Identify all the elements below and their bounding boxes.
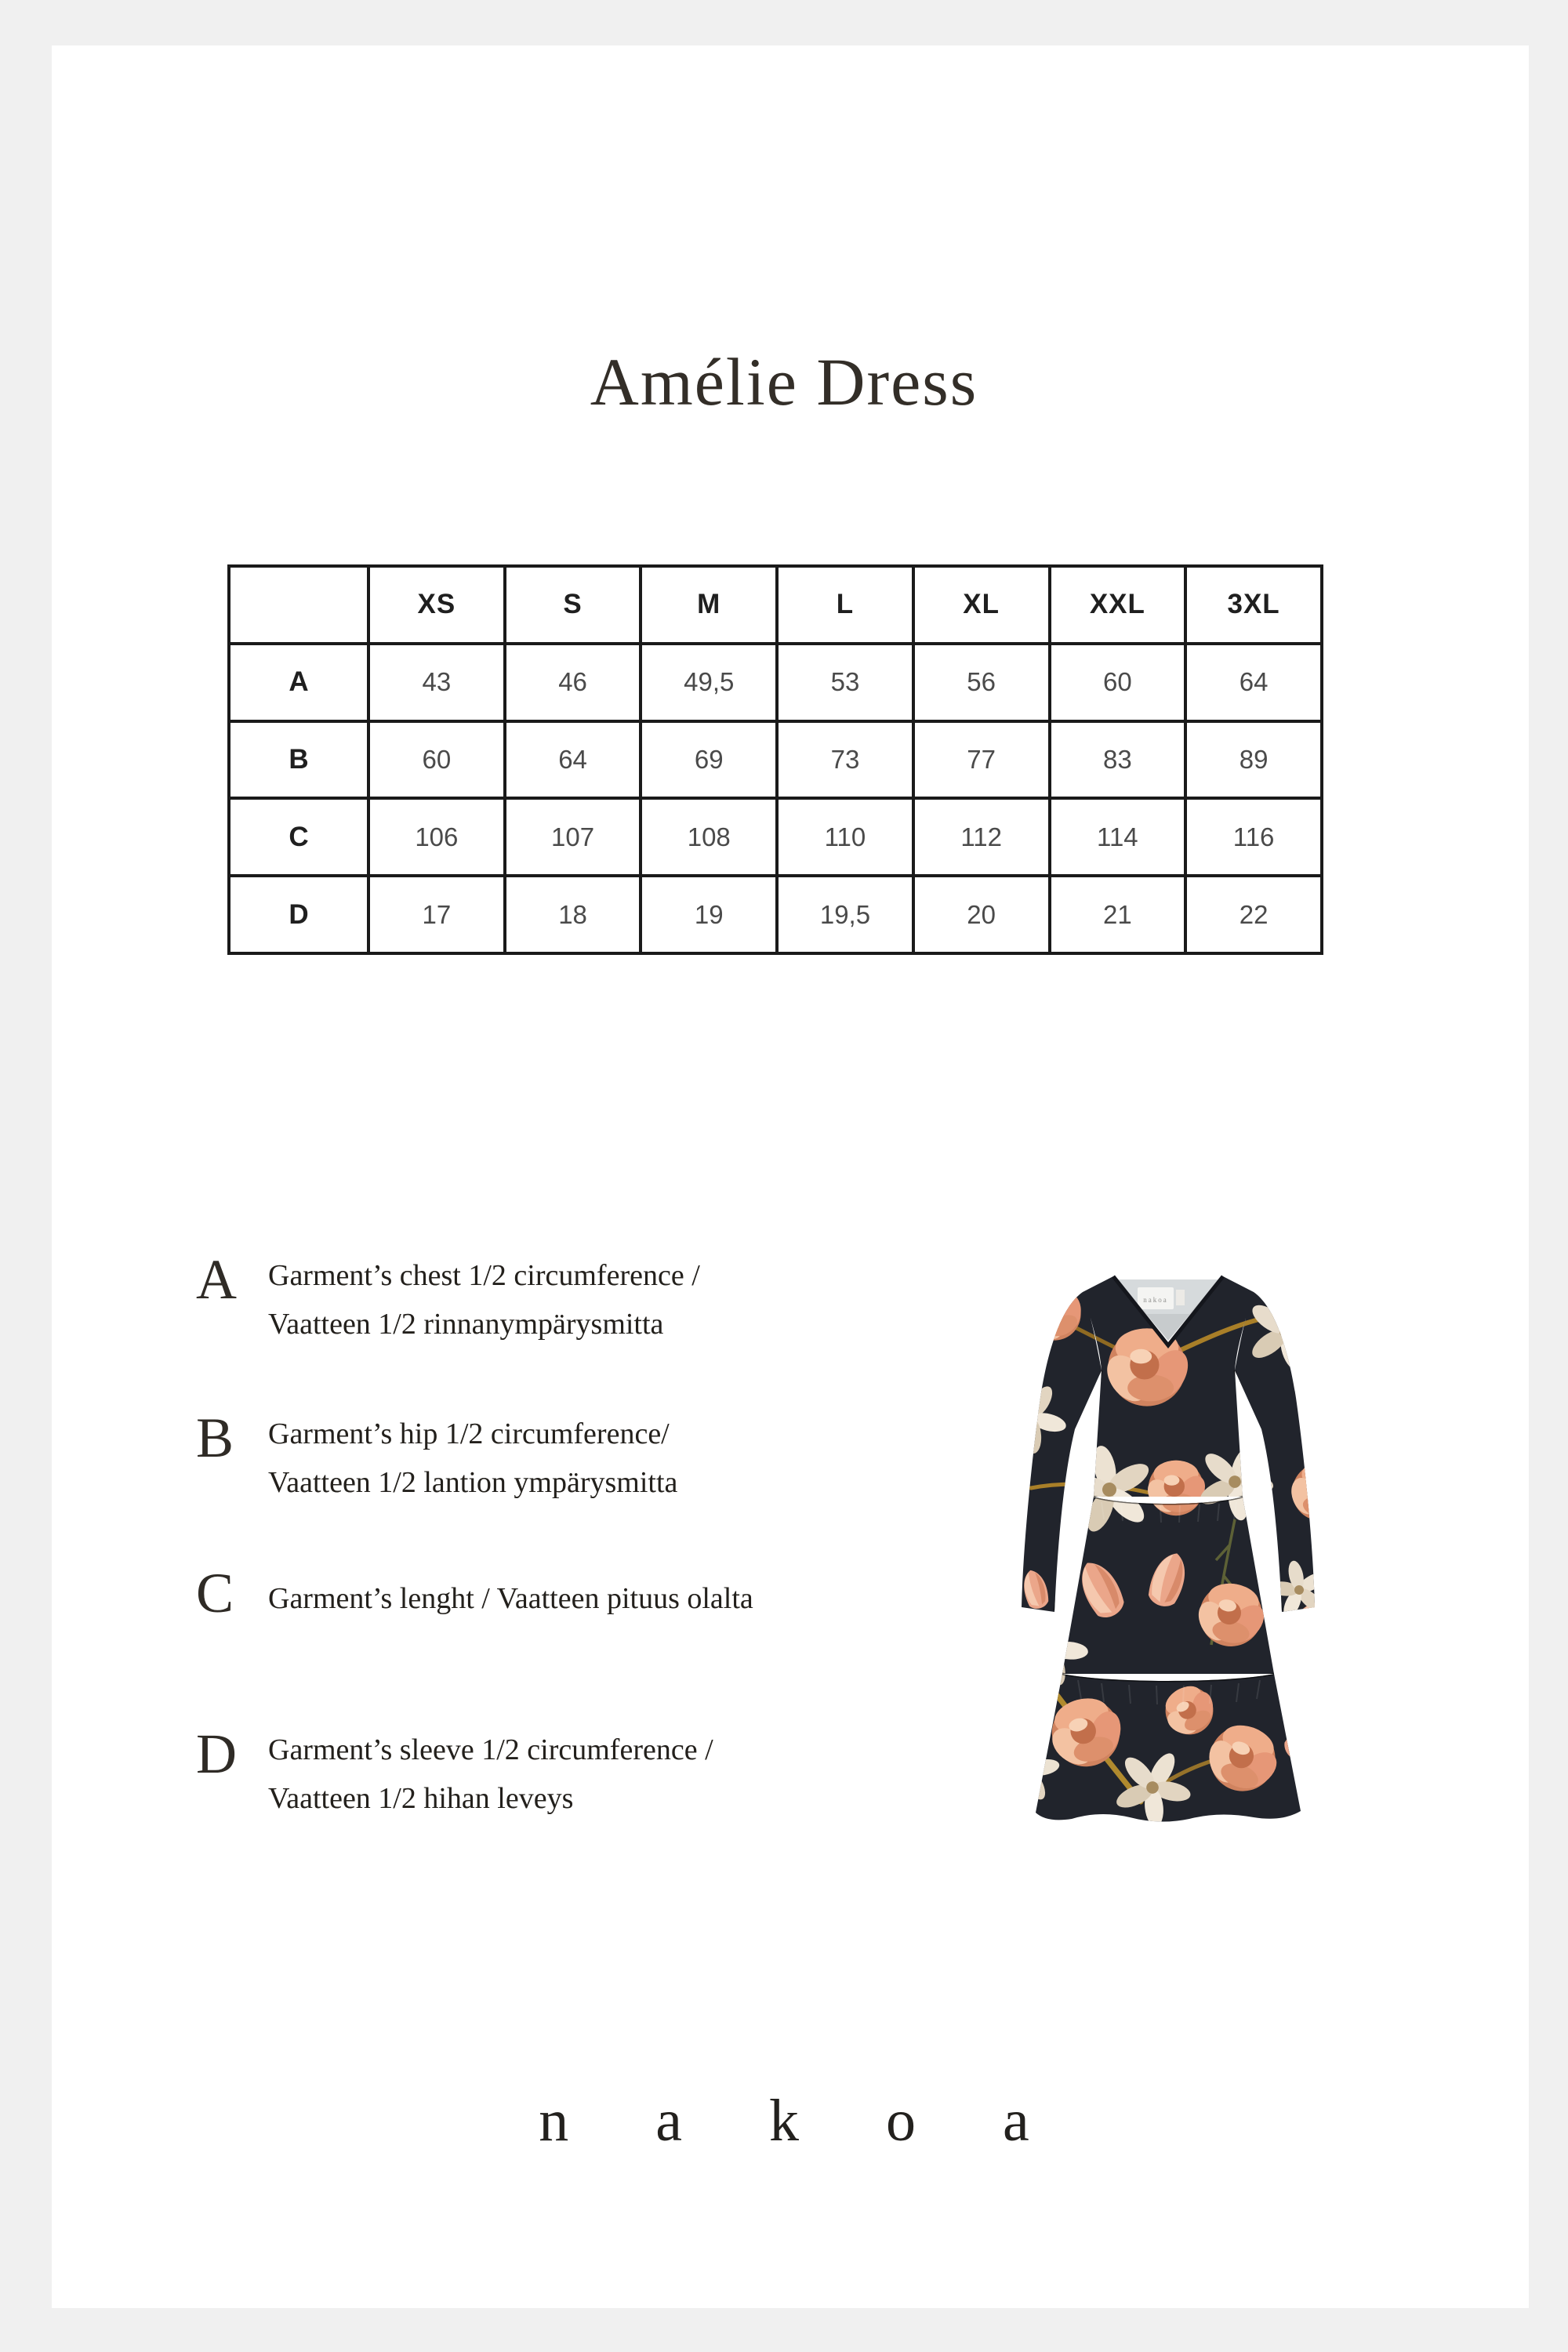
size-value: 18: [505, 876, 641, 953]
size-value: 107: [505, 798, 641, 876]
table-row: [229, 798, 1322, 876]
size-value: 17: [368, 876, 505, 953]
size-value: 49,5: [641, 644, 777, 721]
measurement-letter: C: [196, 1562, 234, 1624]
size-value: 22: [1185, 876, 1322, 953]
measurement-text-line: Garment’s lenght / Vaatteen pituus olalta: [268, 1582, 753, 1615]
size-value: 69: [641, 721, 777, 799]
size-table: [227, 564, 1323, 955]
table-row: [229, 644, 1322, 721]
size-value: 77: [913, 721, 1050, 799]
size-value: 43: [368, 644, 505, 721]
measurement-letter: D: [196, 1722, 237, 1785]
size-value: 83: [1050, 721, 1186, 799]
row-label: D: [229, 876, 368, 953]
size-column-header: S: [505, 566, 641, 644]
row-label: C: [229, 798, 368, 876]
size-column-header: XL: [913, 566, 1050, 644]
row-label: B: [229, 721, 368, 799]
table-row: [229, 721, 1322, 799]
size-column-header: M: [641, 566, 777, 644]
measurement-text-line: Garment’s chest 1/2 circumference /: [268, 1259, 700, 1292]
brand-logo: n a k o a: [539, 2088, 1065, 2154]
size-value: 19: [641, 876, 777, 953]
measurement-text-line: Vaatteen 1/2 hihan leveys: [268, 1782, 574, 1815]
size-value: 112: [913, 798, 1050, 876]
size-value: 108: [641, 798, 777, 876]
size-value: 73: [777, 721, 913, 799]
size-column-header: L: [777, 566, 913, 644]
size-value: 64: [1185, 644, 1322, 721]
measurement-letter: B: [196, 1406, 234, 1469]
measurement-text-line: Garment’s hip 1/2 circumference/: [268, 1417, 670, 1450]
table-row: [229, 876, 1322, 953]
size-column-header: XXL: [1050, 566, 1186, 644]
measurement-item-a: [196, 1248, 700, 1348]
size-value: 89: [1185, 721, 1322, 799]
size-value: 21: [1050, 876, 1186, 953]
page-title: Amélie Dress: [590, 344, 978, 419]
measurement-letter: A: [196, 1248, 237, 1311]
size-table-container: [227, 564, 1323, 955]
size-column-header: XS: [368, 566, 505, 644]
size-column-header: 3XL: [1185, 566, 1322, 644]
size-value: 19,5: [777, 876, 913, 953]
size-value: 106: [368, 798, 505, 876]
size-value: 110: [777, 798, 913, 876]
size-table-corner-cell: [229, 566, 368, 644]
measurement-item-b: [196, 1406, 678, 1507]
size-value: 20: [913, 876, 1050, 953]
size-value: 60: [1050, 644, 1186, 721]
measurement-item-c: [196, 1562, 753, 1624]
dress-neck-label: nakoa: [1143, 1296, 1168, 1304]
size-table-header-row: [229, 566, 1322, 644]
measurement-text-line: Vaatteen 1/2 rinnanympärysmitta: [268, 1308, 664, 1341]
size-value: 46: [505, 644, 641, 721]
size-value: 114: [1050, 798, 1186, 876]
measurement-text-line: Vaatteen 1/2 lantion ympärysmitta: [268, 1466, 678, 1499]
size-value: 64: [505, 721, 641, 799]
size-value: 116: [1185, 798, 1322, 876]
dress-product-photo: [984, 1253, 1352, 1827]
measurement-item-d: [196, 1722, 713, 1823]
size-value: 60: [368, 721, 505, 799]
row-label: A: [229, 644, 368, 721]
size-value: 56: [913, 644, 1050, 721]
size-value: 53: [777, 644, 913, 721]
measurement-text-line: Garment’s sleeve 1/2 circumference /: [268, 1733, 713, 1766]
